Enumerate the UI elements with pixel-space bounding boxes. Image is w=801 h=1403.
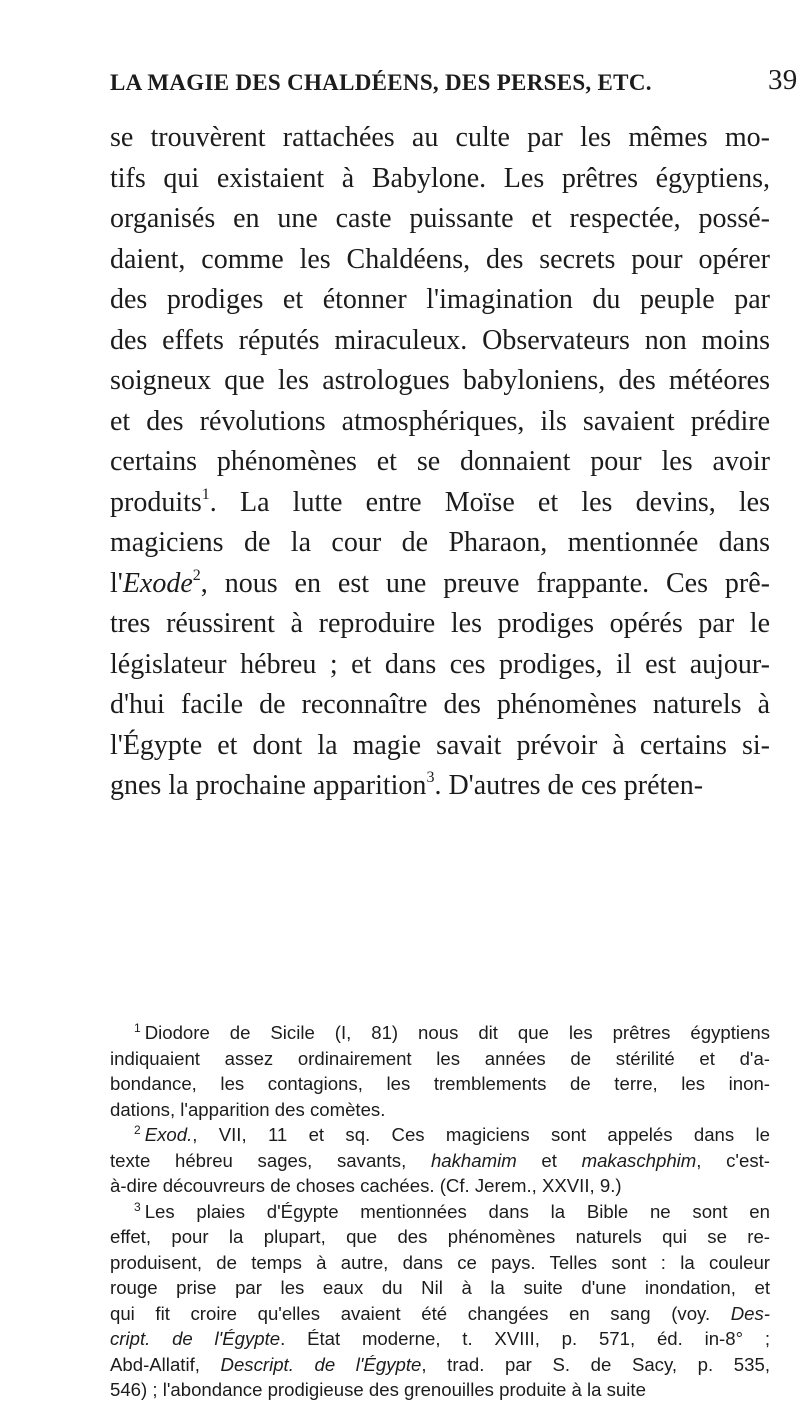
text-line: et des révolutions atmosphériques, ils savaient prédire xyxy=(110,405,770,437)
footnote-marker: 2 xyxy=(134,1123,141,1137)
footnote-line xyxy=(110,1020,770,1046)
text-line xyxy=(110,483,770,524)
footnote-line: indiquaient assez ordinairement les années de stérilité et d'a- xyxy=(110,1047,770,1069)
italic-ref: Des- xyxy=(730,1302,770,1324)
text-line: soigneux que les astrologues babyloniens, des météores xyxy=(110,365,770,396)
text-run: , nous en est une preuve frappante. Ces prê- xyxy=(200,567,770,599)
footnotes xyxy=(110,1020,770,1403)
text-line: législateur hébreu ; et dans ces prodiges, il est aujour- xyxy=(110,648,770,680)
italic-term: hakhamim xyxy=(430,1149,517,1171)
text-line: l'Égypte et dont la magie savait prévoir à certains si- xyxy=(110,729,770,761)
text-run: . D'autres de ces préten- xyxy=(434,770,704,801)
text-run: . xyxy=(209,486,217,518)
text-run: Les plaies d'Égypte mentionnées dans la Bible ne sont en xyxy=(144,1200,770,1222)
italic-ref: Exod. xyxy=(144,1124,193,1145)
footnote-marker: 1 xyxy=(134,1021,141,1035)
text-line xyxy=(110,766,770,807)
italic-term: makaschphim xyxy=(581,1149,697,1171)
text-run: , trad. par S. de Sacy, p. 535, xyxy=(421,1353,770,1375)
running-head-title: LA MAGIE DES CHALDÉENS, DES PERSES, ETC. xyxy=(110,70,652,95)
footnote-line: à-dire découvreurs de choses cachées. (Cf. Jerem., XXVII, 9.) xyxy=(110,1175,622,1196)
text-run: produits xyxy=(110,486,202,518)
text-line: daient, comme les Chaldéens, des secrets pour opérer xyxy=(110,243,770,275)
text-run: La lutte entre Moïse et les devins, les xyxy=(216,486,770,518)
main-text xyxy=(110,118,770,807)
text-line: certains phénomènes et se donnaient pour les avoir xyxy=(110,446,770,477)
footnote-line: 546) ; l'abondance prodigieuse des grenouilles produite à la suite xyxy=(110,1379,646,1400)
footnote-line: dations, l'apparition des comètes. xyxy=(110,1098,386,1120)
text-line: tres réussirent à reproduire les prodiges opérés par le xyxy=(110,608,770,639)
text-run: et xyxy=(516,1149,582,1171)
text-run: , c'est- xyxy=(696,1149,770,1171)
text-run: l' xyxy=(110,567,123,599)
footnote-line xyxy=(110,1122,770,1148)
italic-title: Exode xyxy=(122,567,193,599)
footnote-line: effet, pour la plupart, que des phénomènes naturels qui se re- xyxy=(110,1226,770,1247)
text-line: se trouvèrent rattachées au culte par les mêmes mo- xyxy=(110,122,770,153)
text-run: Diodore de Sicile (I, 81) nous dit que les prêtres égyptiens xyxy=(144,1022,770,1043)
running-head xyxy=(110,64,800,106)
text-run: qui fit croire qu'elles avaient été changées en sang (voy. xyxy=(110,1302,731,1324)
text-run: Abd-Allatif, xyxy=(110,1353,221,1375)
italic-ref: Descript. de l'Égypte xyxy=(220,1353,422,1375)
text-run: . État moderne, t. XVIII, p. 571, éd. in-8° ; xyxy=(280,1328,770,1349)
footnote-line: produisent, de temps à autre, dans ce pays. Telles sont : la couleur xyxy=(110,1251,770,1273)
footnote-line xyxy=(110,1199,770,1225)
footnote-line xyxy=(110,1301,770,1327)
footnote-line xyxy=(110,1326,770,1352)
text-run: , VII, 11 et sq. Ces magiciens sont appelés dans le xyxy=(192,1124,770,1145)
italic-ref: cript. de l'Égypte xyxy=(110,1328,281,1349)
text-line: d'hui facile de reconnaître des phénomènes naturels à xyxy=(110,689,770,720)
footnote-ref-3: 3 xyxy=(426,769,435,786)
page-number: 39 xyxy=(768,64,798,96)
text-run: gnes la prochaine apparition xyxy=(110,770,427,801)
text-run: texte hébreu sages, savants, xyxy=(110,1149,431,1171)
footnote-line xyxy=(110,1148,770,1174)
text-line: organisés en une caste puissante et respectée, possé- xyxy=(110,203,770,234)
footnote-ref-2: 2 xyxy=(192,566,201,584)
text-line: des prodiges et étonner l'imagination du peuple par xyxy=(110,284,770,315)
footnote-line xyxy=(110,1352,770,1378)
footnote-line: rouge prise par les eaux du Nil à la suite d'une inondation, et xyxy=(110,1277,770,1298)
footnote-line: bondance, les contagions, les tremblements de terre, les inon- xyxy=(110,1073,770,1094)
footnote-marker: 3 xyxy=(134,1199,141,1214)
footnote-ref-1: 1 xyxy=(201,485,210,503)
text-line: tifs qui existaient à Babylone. Les prêtres égyptiens, xyxy=(110,162,770,194)
text-line xyxy=(110,564,770,605)
text-line: magiciens de la cour de Pharaon, mentionnée dans xyxy=(110,527,770,558)
text-line: des effets réputés miraculeux. Observateurs non moins xyxy=(110,324,770,356)
